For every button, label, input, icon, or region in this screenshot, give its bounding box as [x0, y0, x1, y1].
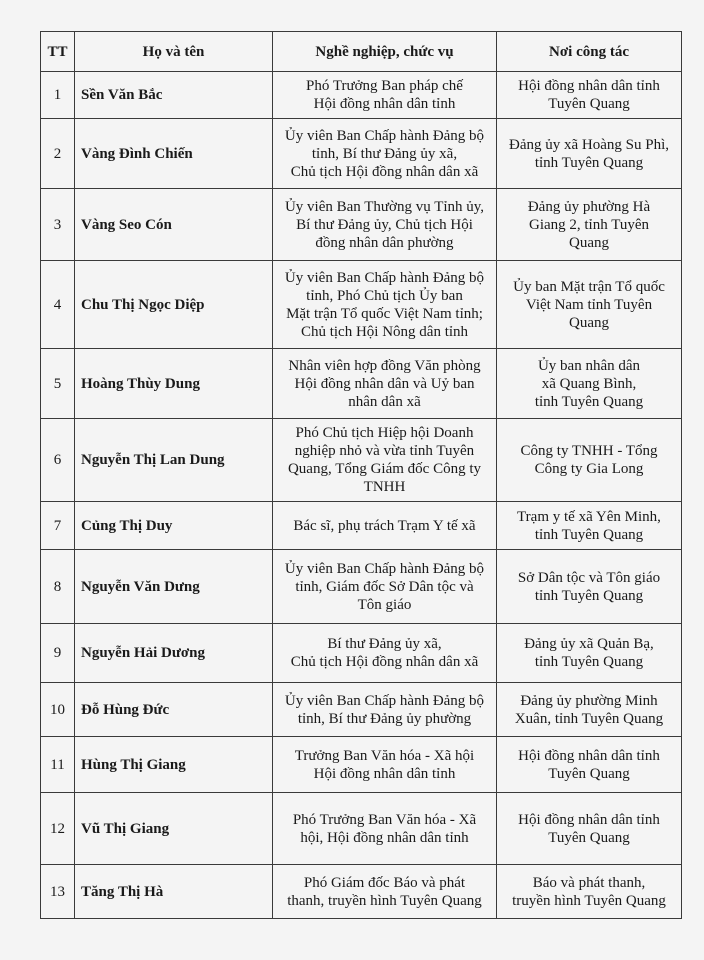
row-number: 6 — [41, 419, 75, 502]
table-row — [41, 119, 682, 189]
candidate-workplace-text: Trạm y tế xã Yên Minh, tỉnh Tuyên Quang — [517, 508, 661, 543]
table-row — [41, 419, 682, 502]
candidate-workplace — [497, 189, 682, 261]
candidate-name: Củng Thị Duy — [75, 502, 273, 550]
candidate-workplace-text: Đảng ủy xã Hoàng Su Phì, tỉnh Tuyên Quang — [509, 136, 669, 171]
candidate-workplace — [497, 419, 682, 502]
row-number: 3 — [41, 189, 75, 261]
row-number: 8 — [41, 550, 75, 624]
candidate-position — [273, 261, 497, 349]
candidate-workplace — [497, 502, 682, 550]
candidate-position — [273, 550, 497, 624]
candidate-position — [273, 72, 497, 119]
candidate-position-text: Ủy viên Ban Chấp hành Đảng bộ tỉnh, Bí thư Đảng ủy xã, Chủ tịch Hội đồng nhân dân xã — [284, 127, 485, 180]
candidate-workplace-text: Công ty TNHH - Tổng Công ty Gia Long — [520, 443, 658, 477]
table-body — [41, 72, 682, 919]
table-row — [41, 189, 682, 261]
candidate-workplace — [497, 865, 682, 919]
candidate-position — [273, 737, 497, 793]
table-row — [41, 737, 682, 793]
header-place: Nơi công tác — [497, 32, 682, 72]
candidate-workplace — [497, 119, 682, 189]
candidate-name: Nguyễn Văn Dưng — [75, 550, 273, 624]
row-number: 9 — [41, 624, 75, 683]
candidate-workplace-text: Báo và phát thanh, truyền hình Tuyên Quang — [512, 874, 666, 909]
row-number: 4 — [41, 261, 75, 349]
candidate-workplace-text: Ủy ban nhân dân xã Quang Bình, tỉnh Tuyên Quang — [534, 357, 644, 410]
candidate-workplace-text: Hội đồng nhân dân tỉnh Tuyên Quang — [518, 811, 660, 846]
candidate-position — [273, 349, 497, 419]
candidate-workplace — [497, 624, 682, 683]
candidate-name: Đỗ Hùng Đức — [75, 683, 273, 737]
candidate-workplace-text: Đảng ủy phường Hà Giang 2, tỉnh Tuyên Quang — [527, 198, 651, 251]
table-row — [41, 793, 682, 865]
candidate-position — [273, 419, 497, 502]
candidate-name: Tăng Thị Hà — [75, 865, 273, 919]
table-header-row — [41, 32, 682, 72]
candidate-position-text: Phó Trưởng Ban pháp chế Hội đồng nhân dân tỉnh — [306, 78, 463, 112]
table-row — [41, 683, 682, 737]
candidate-name: Chu Thị Ngọc Diệp — [75, 261, 273, 349]
candidate-position-text: Trưởng Ban Văn hóa - Xã hội Hội đồng nhân dân tỉnh — [294, 747, 475, 782]
candidate-position — [273, 683, 497, 737]
candidate-name: Vũ Thị Giang — [75, 793, 273, 865]
candidate-workplace — [497, 349, 682, 419]
row-number: 13 — [41, 865, 75, 919]
row-number: 7 — [41, 502, 75, 550]
header-name: Họ và tên — [75, 32, 273, 72]
candidate-workplace — [497, 683, 682, 737]
candidate-workplace-text: Ủy ban Mặt trận Tổ quốc Việt Nam tỉnh Tuyên Quang — [513, 278, 665, 331]
candidate-position-text: Ủy viên Ban Chấp hành Đảng bộ tỉnh, Phó Chủ tịch Ủy ban Mặt trận Tổ quốc Việt Nam tỉnh; Chủ tịch Hội Nông dân tỉnh — [284, 269, 485, 340]
table-row — [41, 349, 682, 419]
table-row — [41, 502, 682, 550]
header-job: Nghề nghiệp, chức vụ — [273, 32, 497, 72]
row-number: 11 — [41, 737, 75, 793]
table-row — [41, 261, 682, 349]
candidate-name: Hùng Thị Giang — [75, 737, 273, 793]
candidate-workplace — [497, 737, 682, 793]
table-row — [41, 865, 682, 919]
row-number: 2 — [41, 119, 75, 189]
candidate-position-text: Phó Trưởng Ban Văn hóa - Xã hội, Hội đồng nhân dân tỉnh — [292, 811, 477, 846]
candidate-name: Nguyễn Thị Lan Dung — [75, 419, 273, 502]
candidate-position — [273, 624, 497, 683]
candidate-workplace-text: Đảng ủy xã Quản Bạ, tỉnh Tuyên Quang — [524, 636, 654, 670]
candidate-name: Vàng Đình Chiến — [75, 119, 273, 189]
row-number: 1 — [41, 72, 75, 119]
candidate-position — [273, 865, 497, 919]
candidate-position — [273, 793, 497, 865]
candidate-workplace-text: Đảng ủy phường Minh Xuân, tỉnh Tuyên Quang — [514, 692, 664, 727]
candidate-position-text: Ủy viên Ban Chấp hành Đảng bộ tỉnh, Bí thư Đảng ủy phường — [284, 692, 485, 727]
candidate-position — [273, 119, 497, 189]
candidate-workplace — [497, 72, 682, 119]
candidate-position-text: Phó Giám đốc Báo và phát thanh, truyền hình Tuyên Quang — [287, 874, 482, 909]
header-tt: TT — [41, 32, 75, 72]
row-number: 5 — [41, 349, 75, 419]
candidate-workplace — [497, 261, 682, 349]
candidate-name: Sền Văn Bắc — [75, 72, 273, 119]
candidate-position — [273, 502, 497, 550]
candidate-workplace-text: Sở Dân tộc và Tôn giáo tỉnh Tuyên Quang — [517, 569, 661, 604]
candidate-workplace — [497, 550, 682, 624]
table-row — [41, 550, 682, 624]
candidate-workplace-text: Hội đồng nhân dân tỉnh Tuyên Quang — [518, 747, 660, 782]
row-number: 12 — [41, 793, 75, 865]
candidate-position-text: Ủy viên Ban Chấp hành Đảng bộ tỉnh, Giám đốc Sở Dân tộc và Tôn giáo — [284, 560, 485, 613]
candidate-position-text: Phó Chủ tịch Hiệp hội Doanh nghiệp nhỏ và vừa tỉnh Tuyên Quang, Tổng Giám đốc Công ty TNHH — [287, 425, 482, 495]
candidate-name: Nguyễn Hải Dương — [75, 624, 273, 683]
candidate-workplace-text: Hội đồng nhân dân tỉnh Tuyên Quang — [518, 78, 660, 112]
row-number: 10 — [41, 683, 75, 737]
candidate-name: Hoàng Thùy Dung — [75, 349, 273, 419]
table-row — [41, 72, 682, 119]
table-row — [41, 624, 682, 683]
candidate-workplace — [497, 793, 682, 865]
candidate-position-text: Ủy viên Ban Thường vụ Tỉnh ủy, Bí thư Đảng ủy, Chủ tịch Hội đồng nhân dân phường — [284, 198, 485, 251]
candidate-name: Vàng Seo Cón — [75, 189, 273, 261]
candidate-position-text: Bí thư Đảng ủy xã, Chủ tịch Hội đồng nhân dân xã — [290, 636, 479, 670]
candidate-position-text: Bác sĩ, phụ trách Trạm Y tế xã — [293, 517, 476, 534]
candidate-position-text: Nhân viên hợp đồng Văn phòng Hội đồng nhân dân và Uỷ ban nhân dân xã — [288, 357, 481, 410]
candidate-position — [273, 189, 497, 261]
candidate-table — [40, 31, 682, 919]
